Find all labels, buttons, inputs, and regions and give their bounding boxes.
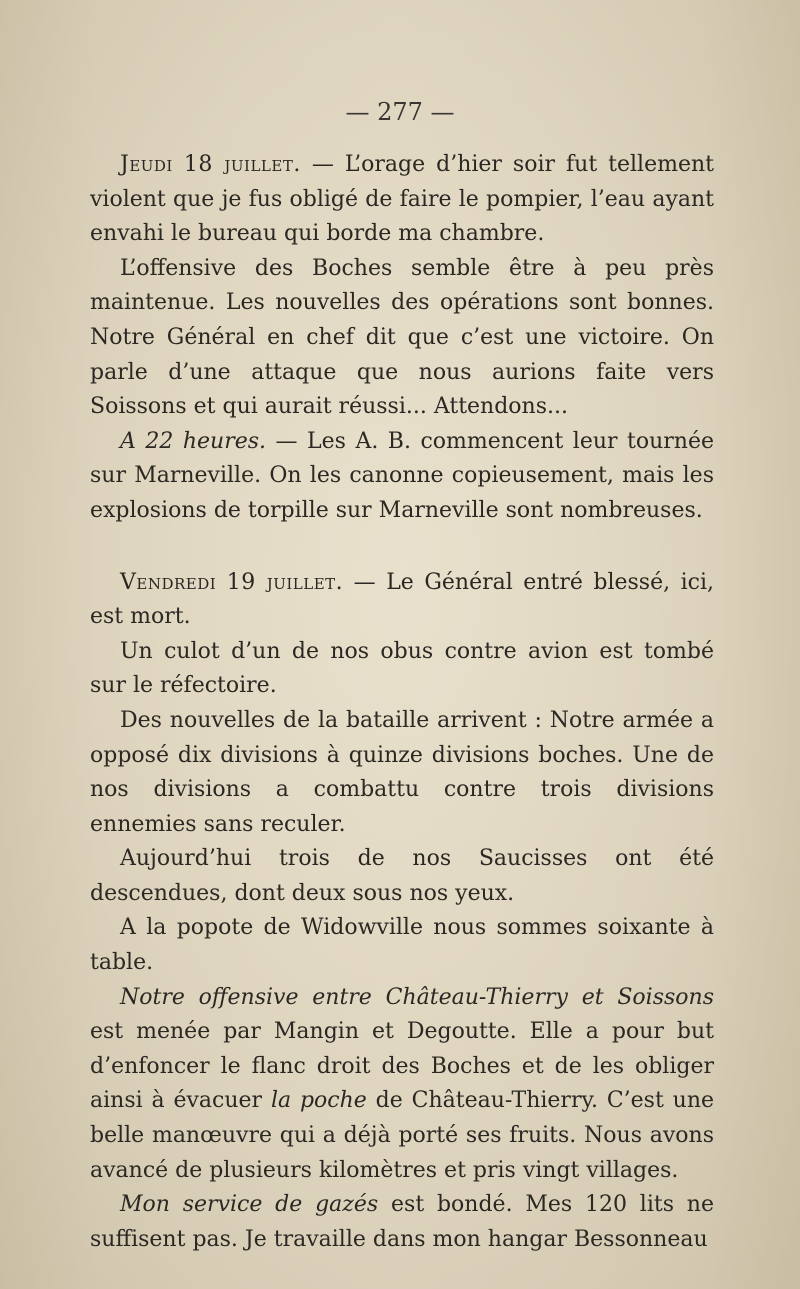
paragraph-text: Des nouvelles de la bataille arrivent : Notre armée a opposé dix divisions à quinze divisions boches. Une de nos divisions a combattu contre trois divisions ennemies sans reculer. bbox=[90, 707, 714, 837]
paragraph-text: Aujourd’hui trois de nos Saucisses ont été descendues, dont deux sous nos yeux. bbox=[90, 846, 714, 906]
paragraph-saucisses bbox=[90, 842, 714, 911]
entry-jeudi-18-juillet bbox=[90, 148, 714, 252]
paragraph-nouvelles-bataille bbox=[90, 704, 714, 842]
entry-separator bbox=[90, 529, 714, 566]
paragraph-popote bbox=[90, 911, 714, 980]
paragraph-text: est bondé. Mes 120 lits ne suffisent pas. Je travaille dans mon hangar Bessonneau bbox=[90, 1192, 714, 1252]
paragraph-notre-offensive bbox=[90, 981, 714, 1189]
paragraph-text: de Château-Thierry. C’est une belle manœuvre qui a déjà porté ses fruits. Nous avons avancé de plusieurs kilomètres et pris vingt villages. bbox=[90, 1088, 715, 1183]
paragraph-text: — Les A. B. commencent leur tournée sur Marneville. On les canonne copieusement, mais les explosions de torpille sur Marneville sont nombreuses. bbox=[90, 428, 714, 523]
italic-lead: Mon service de gazés bbox=[120, 1192, 379, 1218]
paragraph-text: A la popote de Widowville nous sommes soixante à table. bbox=[90, 915, 714, 976]
time-label: A 22 heures. bbox=[120, 428, 267, 454]
entry-day: Jeudi bbox=[120, 152, 173, 177]
italic-lead: Notre offensive entre Château-Thierry et Soissons bbox=[120, 984, 714, 1010]
paragraph-text: — Le Général entré blessé, ici, est mort. bbox=[90, 569, 714, 630]
italic-emphasis: la poche bbox=[270, 1088, 367, 1114]
paragraph-offensive-boches bbox=[90, 252, 714, 425]
entry-day: Vendredi bbox=[120, 569, 217, 595]
paragraph-text: L’offensive des Boches semble être à peu près maintenue. Les nouvelles des opérations sont bonnes. Notre Général en chef dit que c’est une victoire. On parle d’une attaque que nous aurions faite vers Soissons et qui aurait réussi... Attendons... bbox=[90, 255, 714, 420]
paragraph-22-heures bbox=[90, 425, 714, 529]
paragraph-service-gazes bbox=[90, 1188, 714, 1257]
paragraph-text: — L’orage d’hier soir fut tellement violent que je fus obligé de faire le pompier, l’eau ayant envahi le bureau qui borde ma chambre. bbox=[90, 152, 715, 247]
entry-date: 18 juillet. bbox=[183, 152, 301, 177]
entry-date: 19 juillet. bbox=[226, 569, 344, 595]
entry-vendredi-19-juillet bbox=[90, 566, 714, 635]
paragraph-culot-obus bbox=[90, 635, 714, 704]
diary-text bbox=[90, 148, 714, 1257]
paragraph-text: Un culot d’un de nos obus contre avion est tombé sur le réfectoire. bbox=[90, 638, 714, 699]
page-number: — 277 — bbox=[345, 98, 455, 126]
paragraph-text: est menée par Mangin et Degoutte. Elle a pour but d’enfoncer le flanc droit des Boches et de les obliger ainsi à évacuer bbox=[90, 1019, 714, 1114]
